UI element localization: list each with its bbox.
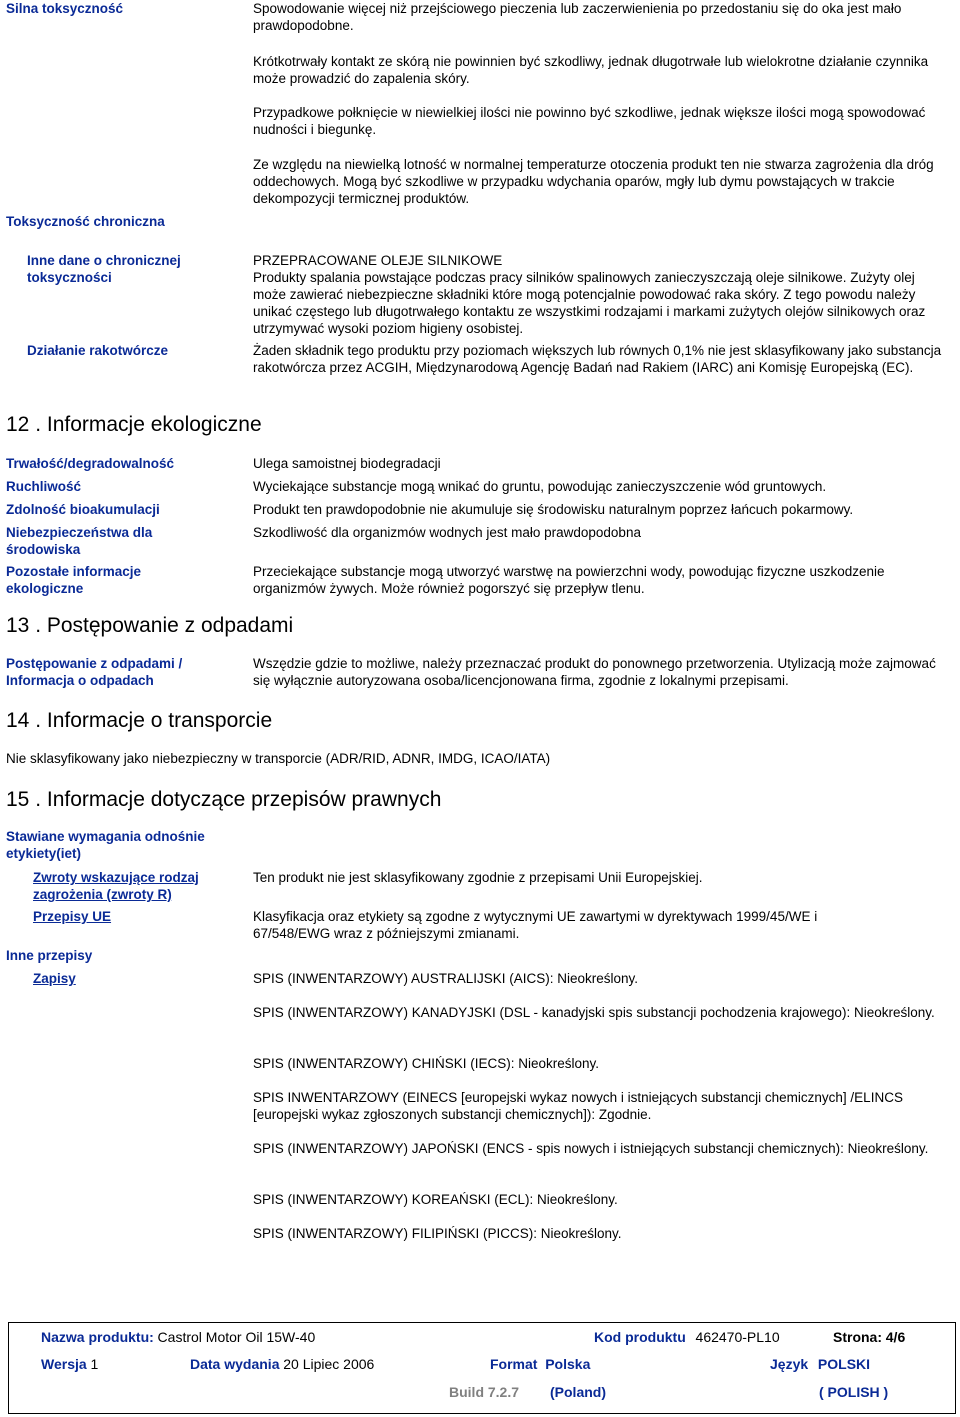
footer-code: [594, 1329, 780, 1346]
label-waste-disposal: Postępowanie z odpadami / Informacja o odpadach: [6, 656, 183, 688]
mobility-text: Wyciekające substancje mogą wnikać do gruntu, powodując zanieczyszczenie wód gruntowych.: [253, 479, 827, 494]
footer-format-label: Format: [490, 1356, 538, 1372]
footer-version-label: Wersja: [41, 1356, 87, 1372]
label-other-chronic: Inne dane o chronicznej toksyczności: [27, 253, 181, 285]
section-14-heading: 14 . Informacje o transporcie: [6, 709, 273, 732]
footer-version: [41, 1356, 98, 1373]
transport-text: Nie sklasyfikowany jako niebezpieczny w transporcie (ADR/RID, ADNR, IMDG, ICAO/IATA): [6, 751, 551, 766]
label-acute-toxicity: Silna toksyczność: [6, 1, 124, 16]
label-inventory: Zapisy: [33, 971, 76, 986]
footer-format: [490, 1356, 590, 1373]
footer-page-label: Strona:: [833, 1329, 882, 1345]
inventory-dsl: SPIS (INWENTARZOWY) KANADYJSKI (DSL - kanadyjski spis substancji pochodzenia krajowego): Nieokreślony.: [253, 1005, 935, 1020]
footer-product: [41, 1329, 315, 1346]
section-15-heading: 15 . Informacje dotyczące przepisów prawnych: [6, 788, 442, 811]
environmental-hazards-text: Szkodliwość dla organizmów wodnych jest mało prawdopodobna: [253, 525, 641, 540]
footer-language: [770, 1356, 870, 1373]
waste-disposal-text: Wszędzie gdzie to możliwe, należy przeznaczać produkt do ponownego przetworzenia. Utylizacją może zajmować się wyłącznie autoryzowana osoba/licencjonowana firma, zgodnie z lokalnymi przepisami.: [253, 656, 936, 688]
r-phrases-text: Ten produkt nie jest sklasyfikowany zgodnie z przepisami Unii Europejskiej.: [253, 870, 703, 885]
inhalation-text-b: Mogą być szkodliwe w przypadku wdychania oparów, mgły lub dymu powstających w trakcie dekompozycji termicznej produktów.: [253, 174, 895, 206]
inventory-piccs: SPIS (INWENTARZOWY) FILIPIŃSKI (PICCS): Nieokreślony.: [253, 1226, 622, 1241]
acute-inhalation-text: [253, 156, 953, 207]
footer-code-value: 462470-PL10: [695, 1329, 780, 1345]
inventory-aics: SPIS (INWENTARZOWY) AUSTRALIJSKI (AICS): Nieokreślony.: [253, 971, 639, 986]
other-chronic-text: Produkty spalania powstające podczas pracy silników spalinowych zanieczyszczają oleje silnikowe. Zużyty olej może zawierać niebezpieczne składniki które mogą potencjalnie powodować raka skóry. Z tego powodu należy unikać częstego lub długotrwałego kontaktu ze wszystkimi rodzajami i markami zużytych olejów silnikowych oraz utrzymywać wysoki poziom higieny osobistej.: [253, 270, 926, 336]
footer-language-label: Język: [770, 1356, 809, 1372]
label-r-phrases: Zwroty wskazujące rodzaj zagrożenia (zwroty R): [33, 870, 199, 902]
bioaccumulation-text: Produkt ten prawdopodobnie nie akumuluje się środowisku naturalnym poprzez łańcuch pokarmowy.: [253, 502, 854, 517]
acute-skin-text: Krótkotrwały kontakt ze skórą nie powinnien być szkodliwy, jednak długotrwałe lub wielokrotne działanie czynnika może prowadzić do zapalenia skóry.: [253, 54, 929, 86]
acute-eye-text: Spowodowanie więcej niż przejściowego pieczenia lub zaczerwienienia po przedostaniu się do oka jest mało prawdopodobne.: [253, 1, 902, 33]
footer-language-value: POLSKI: [817, 1356, 871, 1372]
footer-date-label: Data wydania: [190, 1356, 280, 1372]
footer-code-label: Kod produktu: [594, 1329, 686, 1345]
footer-page: [833, 1329, 905, 1346]
other-ecological-text: Przeciekające substancje mogą utworzyć warstwę na powierzchni wody, powodując fizyczne uszkodzenie organizmów żywych. Może również pogorszyć się przepływ tlenu.: [253, 564, 885, 596]
inventory-ecl: SPIS (INWENTARZOWY) KOREAŃSKI (ECL): Nieokreślony.: [253, 1192, 618, 1207]
eu-regulations-text: Klasyfikacja oraz etykiety są zgodne z wytycznymi UE zawartymi w dyrektywach 1999/45/WE i 67/548/EWG wraz z późniejszymi zmianami.: [253, 909, 818, 941]
footer-language-sub: ( POLISH ): [819, 1384, 889, 1400]
footer-page-value: 4/6: [885, 1329, 906, 1345]
footer-build: Build 7.2.7: [449, 1384, 520, 1400]
footer-product-label: Nazwa produktu:: [41, 1329, 154, 1345]
label-environmental-hazards: Niebezpieczeństwa dla środowiska: [6, 525, 153, 557]
section-13-heading: 13 . Postępowanie z odpadami: [6, 614, 294, 637]
label-labeling-requirements: Stawiane wymagania odnośnie etykiety(iet): [6, 829, 205, 861]
footer-product-value: Castrol Motor Oil 15W-40: [157, 1329, 316, 1345]
footer-format-value: Polska: [545, 1356, 591, 1372]
inhalation-text-a: Ze względu na niewielką lotność w normalnej temperaturze otoczenia produkt ten nie stwarza zagrożenia dla dróg oddechowych.: [253, 157, 934, 189]
inventory-iecs: SPIS (INWENTARZOWY) CHIŃSKI (IECS): Nieokreślony.: [253, 1056, 600, 1071]
label-chronic-toxicity: Toksyczność chroniczna: [6, 214, 165, 229]
other-chronic-title: PRZEPRACOWANE OLEJE SILNIKOWE: [253, 253, 503, 268]
label-other-regulations: Inne przepisy: [6, 948, 93, 963]
inventory-einecs: SPIS INWENTARZOWY (EINECS [europejski wykaz nowych i istniejących substancji chemicznych] /ELINCS [europejski wykaz zgłoszonych substancji chemicznych]): Zgodnie.: [253, 1090, 903, 1122]
footer-date: [190, 1356, 374, 1373]
label-persistence: Trwałość/degradowalność: [6, 456, 175, 471]
persistence-text: Ulega samoistnej biodegradacji: [253, 456, 441, 471]
label-bioaccumulation: Zdolność bioakumulacji: [6, 502, 160, 517]
label-other-ecological: Pozostałe informacje ekologiczne: [6, 564, 142, 596]
acute-ingestion-text: Przypadkowe połknięcie w niewielkiej ilości nie powinno być szkodliwe, jednak większe ilości mogą spowodować nudności i biegunkę.: [253, 105, 926, 137]
footer-version-value: 1: [90, 1356, 99, 1372]
footer-date-value: 20 Lipiec 2006: [283, 1356, 375, 1372]
label-eu-regulations: Przepisy UE: [33, 909, 112, 924]
label-mobility: Ruchliwość: [6, 479, 82, 494]
carcinogenic-text: Żaden składnik tego produktu przy poziomach większych lub równych 0,1% nie jest sklasyfikowany jako substancja rakotwórcza przez ACGIH, Międzynarodową Agencję Badań nad Rakiem (IARC) ani Komisję Europejską (EC).: [253, 343, 942, 375]
section-12-heading: 12 . Informacje ekologiczne: [6, 413, 262, 436]
inventory-encs: SPIS (INWENTARZOWY) JAPOŃSKI (ENCS - spis nowych i istniejących substancji chemicznych): Nieokreślony.: [253, 1141, 929, 1156]
footer-format-sub: (Poland): [550, 1384, 606, 1400]
label-carcinogenic: Działanie rakotwórcze: [27, 343, 169, 358]
